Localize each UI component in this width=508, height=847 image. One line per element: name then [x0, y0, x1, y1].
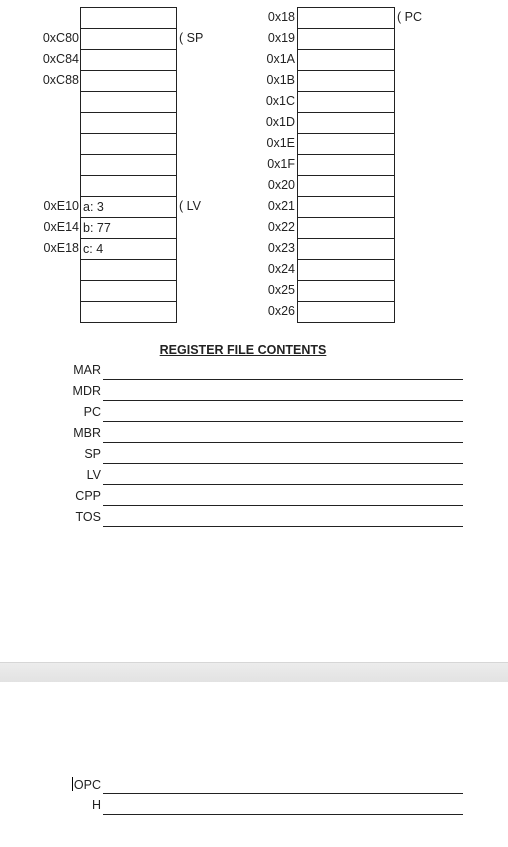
register-value-line[interactable]: [103, 484, 463, 485]
register-label: PC: [83, 405, 101, 419]
memory-cell[interactable]: [297, 280, 395, 301]
pointer-note: ( SP: [179, 31, 204, 45]
address-label: [0, 175, 79, 196]
address-label: 0xE14: [43, 220, 79, 234]
memory-cell[interactable]: [297, 133, 395, 154]
memory-cell[interactable]: c: 4: [80, 238, 177, 259]
register-label: MBR: [73, 426, 101, 440]
register-label: TOS: [75, 510, 101, 524]
address-label: 0x1C: [265, 94, 295, 108]
address-label: [0, 7, 79, 28]
memory-cell[interactable]: [297, 196, 395, 217]
memory-cell[interactable]: [297, 301, 395, 323]
memory-cell[interactable]: [80, 301, 177, 323]
address-label: 0xE18: [43, 241, 79, 255]
memory-cell[interactable]: [297, 259, 395, 280]
address-label: [0, 154, 79, 175]
memory-cell[interactable]: [297, 112, 395, 133]
address-label: [0, 133, 79, 154]
address-label: 0x1D: [265, 115, 295, 129]
memory-cell[interactable]: [297, 28, 395, 49]
address-label: [0, 301, 79, 322]
register-label: CPP: [75, 489, 101, 503]
memory-cell[interactable]: a: 3: [80, 196, 177, 217]
document-page-2: [0, 682, 508, 847]
memory-cell[interactable]: [80, 112, 177, 133]
memory-cell[interactable]: [297, 7, 395, 28]
address-label: 0x23: [267, 241, 295, 255]
address-label: 0x26: [267, 304, 295, 318]
address-label: 0x19: [267, 31, 295, 45]
text-cursor: [72, 777, 73, 791]
memory-cell[interactable]: [80, 28, 177, 49]
register-value-line[interactable]: [103, 505, 463, 506]
address-label: 0x25: [267, 283, 295, 297]
memory-cell[interactable]: [80, 259, 177, 280]
memory-cell[interactable]: [297, 91, 395, 112]
memory-cell[interactable]: [80, 175, 177, 196]
memory-cell[interactable]: [297, 217, 395, 238]
address-label: 0x22: [267, 220, 295, 234]
memory-cell[interactable]: [80, 7, 177, 28]
address-label: [0, 91, 79, 112]
register-label: [0, 777, 101, 792]
pointer-note: ( LV: [179, 199, 201, 213]
register-label: H: [91, 798, 101, 812]
page-separator: [0, 662, 508, 684]
memory-cell[interactable]: b: 77: [80, 217, 177, 238]
address-label: 0xE10: [43, 199, 79, 213]
register-value-line[interactable]: [103, 793, 463, 794]
memory-cell[interactable]: [297, 70, 395, 91]
address-label: 0x1B: [266, 73, 295, 87]
register-value-line[interactable]: [103, 421, 463, 422]
memory-cell[interactable]: [80, 133, 177, 154]
register-value-line[interactable]: [103, 526, 463, 527]
register-value-line[interactable]: [103, 814, 463, 815]
address-label: 0xC80: [42, 31, 79, 45]
memory-cell[interactable]: [80, 49, 177, 70]
register-value-line[interactable]: [103, 442, 463, 443]
address-label: 0xC84: [42, 52, 79, 66]
address-label: 0x21: [267, 199, 295, 213]
address-label: [0, 280, 79, 301]
address-label: [0, 112, 79, 133]
memory-cell[interactable]: [297, 154, 395, 175]
address-label: 0x24: [267, 262, 295, 276]
address-label: 0x1F: [267, 157, 295, 171]
register-label: MAR: [73, 363, 101, 377]
register-value-line[interactable]: [103, 379, 463, 380]
pointer-note: ( PC: [397, 10, 422, 24]
address-label: 0x1E: [266, 136, 295, 150]
register-file-title: REGISTER FILE CONTENTS: [159, 343, 327, 357]
address-label: [0, 259, 79, 280]
address-label: 0x20: [267, 178, 295, 192]
address-label: 0xC88: [42, 73, 79, 87]
memory-cell[interactable]: [297, 49, 395, 70]
register-label: SP: [84, 447, 101, 461]
register-label: LV: [86, 468, 101, 482]
memory-cell[interactable]: [297, 238, 395, 259]
memory-cell[interactable]: [80, 154, 177, 175]
address-label: 0x1A: [266, 52, 295, 66]
register-label-text: OPC: [73, 778, 101, 792]
memory-cell[interactable]: [80, 280, 177, 301]
register-value-line[interactable]: [103, 400, 463, 401]
memory-cell[interactable]: [80, 70, 177, 91]
register-value-line[interactable]: [103, 463, 463, 464]
memory-cell[interactable]: [297, 175, 395, 196]
register-label: MDR: [72, 384, 101, 398]
address-label: 0x18: [267, 10, 295, 24]
memory-cell[interactable]: [80, 91, 177, 112]
